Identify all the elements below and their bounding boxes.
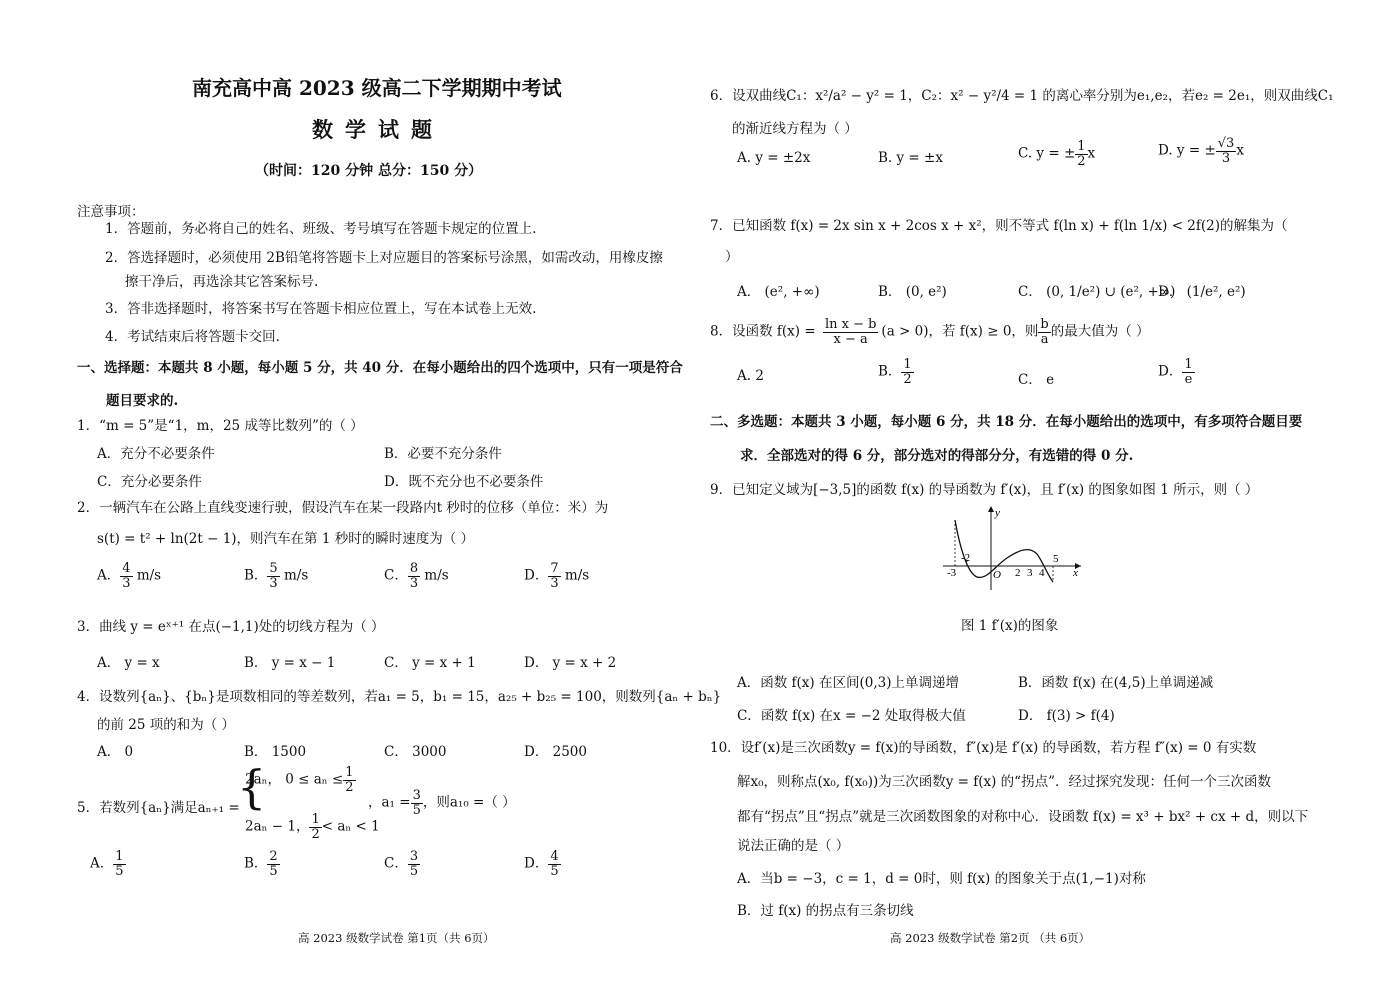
notice-item: 1．答题前，务必将自己的姓名、班级、考号填写在答题卡规定的位置上. [105, 221, 537, 237]
origin-label: O [993, 569, 1001, 581]
q2-option-a: A． $\frac{4}{3}$ m/s [97, 561, 162, 591]
q9-option-d: D． f(3) > f(4) [1018, 708, 1115, 724]
q4-option-b: B． 1500 [244, 744, 307, 760]
q6-option-a: A. y = ±2x [737, 150, 811, 166]
page-footer: 高 2023 级数学试卷 第1页（共 6页） [298, 931, 495, 945]
q2-option-c: C． $\frac{8}{3}$ m/s [384, 561, 449, 591]
notice-heading: 注意事项： [77, 204, 145, 220]
q3-option-a: A． y = x [97, 655, 160, 671]
q3-option-d: D． y = x + 2 [524, 655, 617, 671]
exam-subtitle: 数学试题 [312, 117, 444, 142]
tick-label: 4 [1039, 567, 1045, 579]
question-6-stem: 6．设双曲线C₁：x²/a² − y² = 1，C₂：x² − y²/4 = 1 的离心率分别为e₁,e₂，若e₂ = 2e₁，则双曲线C₁ [710, 88, 1334, 104]
question-6-stem-cont: 的渐近线方程为（ ） [732, 121, 858, 137]
question-10-stem-cont: 说法正确的是（ ） [737, 838, 850, 854]
notice-item: 擦干净后，再选涂其它答案标号. [125, 274, 319, 290]
section-heading: 一、选择题：本题共 8 小题，每小题 5 分，共 40 分．在每小题给出的四个选项中，只有一项是符合 [77, 360, 683, 376]
figure-caption: 图 1 f′(x)的图象 [961, 618, 1059, 634]
x-axis-label: x [1073, 567, 1078, 579]
time-info: （时间：120 分钟 总分：150 分） [255, 163, 483, 179]
question-9-stem: 9．已知定义域为[−3,5]的函数 f(x) 的导函数为 f′(x)，且 f′(x) 的图象如图 1 所示，则（ ） [710, 482, 1259, 498]
q7-option-a: A． (e², +∞) [737, 284, 820, 300]
q8-option-a: A. 2 [737, 368, 764, 384]
q5-a1: ，a₁ = $\frac{3}{5}$ ，则a₁₀ =（ ） [368, 788, 516, 818]
brace-icon: { [237, 760, 267, 814]
question-8-stem: 8．设函数 f(x) = $\frac{\text{ln x − b}}{x - a}$ (a > 0)，若 f(x) ≥ 0，则 $\frac{b}{a}$ 的最大值为（ ） [710, 317, 1150, 347]
question-10-stem-cont: 都有“拐点”且“拐点”就是三次函数图象的对称中心．设函数 f(x) = x³ + bx² + cx + d，则以下 [737, 809, 1309, 825]
q4-option-d: D． 2500 [524, 744, 587, 760]
question-4-stem-cont: 的前 25 项的和为（ ） [97, 717, 236, 733]
exam-title: 南充高中高 2023 级高二下学期期中考试 [192, 76, 562, 100]
q3-option-c: C． y = x + 1 [384, 655, 476, 671]
question-4-stem: 4．设数列{aₙ}、{bₙ}是项数相同的等差数列，若a₁ = 5，b₁ = 15，a₂₅ + b₂₅ = 100，则数列{aₙ + bₙ} [77, 689, 722, 705]
q5-option-c: C． $\frac{3}{5}$ [384, 849, 419, 879]
q2-option-d: D． $\frac{7}{3}$ m/s [524, 561, 590, 591]
page-2 [695, 0, 1390, 982]
question-10-stem-cont: 解x₀，则称点(x₀, f(x₀))为三次函数y = f(x) 的“拐点”．经过探究发现：任何一个三次函数 [737, 774, 1271, 790]
q7-option-c: C． (0, 1/e²) ∪ (e², +∞) [1018, 284, 1176, 300]
q1-option-b: B．必要不充分条件 [384, 446, 502, 462]
q4-option-c: C． 3000 [384, 744, 447, 760]
q9-option-b: B．函数 f(x) 在(4,5)上单调递减 [1018, 675, 1214, 691]
notice-item: 2．答选择题时，必须使用 2B铅笔将答题卡上对应题目的答案标号涂黑，如需改动，用橡皮擦 [105, 250, 663, 266]
tick-label: -2 [961, 552, 971, 564]
question-2-stem: 2．一辆汽车在公路上直线变速行驶，假设汽车在某一段路内t 秒时的位移（单位：米）为 [77, 500, 609, 516]
q1-option-a: A．充分不必要条件 [97, 446, 215, 462]
question-1-stem: 1．“m = 5”是“1，m，25 成等比数列”的（ ） [77, 418, 364, 434]
tick-label: 2 [1015, 567, 1021, 579]
derivative-graph [935, 502, 1085, 592]
q7-option-d: D． (1/e², e²) [1158, 284, 1246, 300]
notice-item: 3．答非选择题时，将答案书写在答题卡相应位置上，写在本试卷上无效. [105, 301, 537, 317]
q1-option-c: C．充分必要条件 [97, 474, 202, 490]
y-axis-label: y [995, 507, 1000, 519]
tick-label: 3 [1027, 567, 1033, 579]
q9-option-c: C．函数 f(x) 在x = −2 处取得极大值 [737, 708, 966, 724]
notice-item: 4．考试结束后将答题卡交回. [105, 329, 280, 345]
q5-option-a: A． $\frac{1}{5}$ [90, 849, 124, 879]
q4-option-a: A． 0 [97, 744, 134, 760]
q5-option-b: B． $\frac{2}{5}$ [244, 849, 278, 879]
q5-case-2: 2aₙ − 1， $\frac{1}{2}$ < aₙ < 1 [245, 812, 380, 842]
section-heading-cont: 求．全部选对的得 6 分，部分选对的得部分分，有选错的得 0 分. [740, 448, 1134, 464]
section-heading: 二、多选题：本题共 3 小题，每小题 6 分，共 18 分．在每小题给出的选项中，有多项符合题目要 [710, 414, 1303, 430]
section-heading-cont: 题目要求的. [106, 393, 179, 409]
q3-option-b: B． y = x − 1 [244, 655, 336, 671]
q8-option-b: B． $\frac{1}{2}$ [878, 357, 912, 387]
tick-label: -3 [947, 567, 957, 579]
q8-option-d: D． $\frac{1}{e}$ [1158, 357, 1193, 387]
question-5-stem: 5．若数列{aₙ}满足aₙ₊₁ = [77, 800, 240, 816]
q2-option-b: B． $\frac{5}{3}$ m/s [244, 561, 309, 591]
question-7-stem: 7．已知函数 f(x) = 2x sin x + 2cos x + x²，则不等式 f(ln x) + f(ln 1/x) < 2f(2)的解集为（ [710, 218, 1288, 234]
question-2-stem-cont: s(t) = t² + ln(2t − 1)，则汽车在第 1 秒时的瞬时速度为（ ） [97, 531, 475, 547]
page-footer: 高 2023 级数学试卷 第2页 （共 6页） [890, 931, 1091, 945]
q6-option-b: B. y = ±x [878, 150, 943, 166]
question-3-stem: 3．曲线 y = eˣ⁺¹ 在点(−1,1)处的切线方程为（ ） [77, 619, 385, 635]
question-7-stem-cont: ） [725, 249, 739, 265]
q1-option-d: D．既不充分也不必要条件 [384, 474, 544, 490]
q6-option-c: C. y = ± $\frac{1}{2}$ x [1018, 139, 1096, 169]
question-10-stem: 10．设f′(x)是三次函数y = f(x)的导函数，f″(x)是 f′(x) 的导函数，若方程 f″(x) = 0 有实数 [710, 740, 1257, 756]
tick-label: 5 [1053, 553, 1059, 565]
q7-option-b: B． (0, e²) [878, 284, 947, 300]
q6-option-d: D. y = ± $\frac{√3}{3}$ x [1158, 136, 1244, 166]
q9-option-a: A．函数 f(x) 在区间(0,3)上单调递增 [737, 675, 959, 691]
q10-option-a: A．当b = −3，c = 1，d = 0时，则 f(x) 的图象关于点(1,−1)对称 [737, 871, 1146, 887]
q8-option-c: C． e [1018, 372, 1055, 388]
q10-option-b: B．过 f(x) 的拐点有三条切线 [737, 903, 914, 919]
q5-option-d: D． $\frac{4}{5}$ [524, 849, 559, 879]
q5-case-1: 2aₙ， 0 ≤ aₙ ≤ $\frac{1}{2}$ [245, 765, 354, 795]
